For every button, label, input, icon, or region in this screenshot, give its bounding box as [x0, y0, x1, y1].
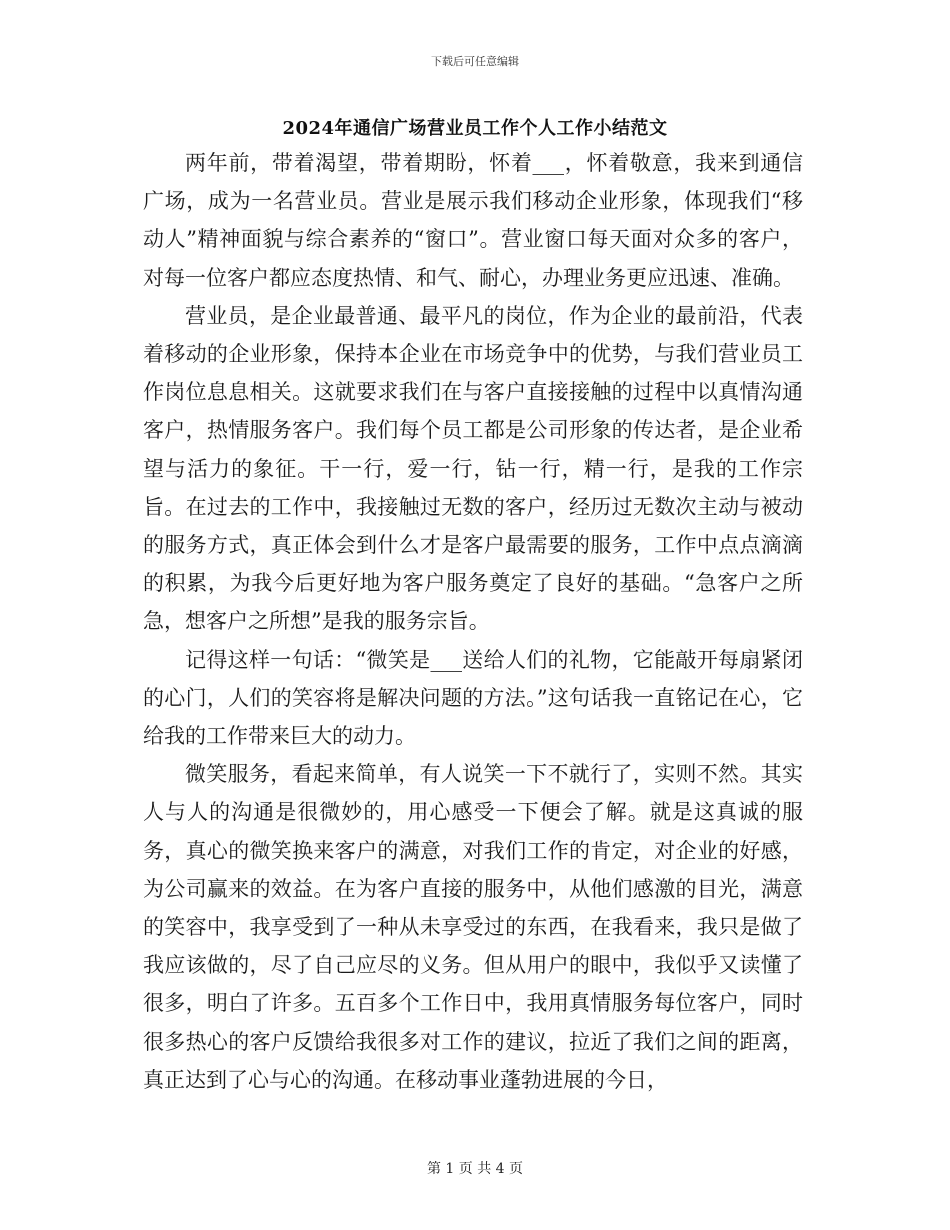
page-header-note: 下载后可任意编辑 — [431, 55, 519, 68]
paragraph: 微笑服务，看起来简单，有人说笑一下不就行了，实则不然。其实人与人的沟通是很微妙的，用心感受一下便会了解。就是这真诚的服务，真心的微笑换来客户的满意，对我们工作的肯定，对企业的好感，为公司赢来的效益。在为客户直接的服务中，从他们感激的目光，满意的笑容中，我享受到了一种从未享受过的东西，在我看来，我只是做了我应该做的，尽了自己应尽的义务。但从用户的眼中，我似乎又读懂了很多，明白了许多。五百多个工作日中，我用真情服务每位客户，同时很多热心的客户反馈给我很多对工作的建议，拉近了我们之间的距离，真正达到了心与心的沟通。在移动事业蓬勃进展的今日， — [143, 762, 803, 1092]
paragraph: 两年前，带着渴望，带着期盼，怀着___，怀着敬意，我来到通信广场，成为一名营业员。营业是展示我们移动企业形象，体现我们“移动人”精神面貌与综合素养的“窗口”。营业窗口每天面对众多的客户，对每一位客户都应态度热情、和气、耐心，办理业务更应迅速、准确。 — [143, 151, 803, 290]
document-title: 2024年通信广场营业员工作个人工作小结范文 — [282, 118, 668, 139]
paragraph: 营业员，是企业最普通、最平凡的岗位，作为企业的最前沿，代表着移动的企业形象，保持本企业在市场竞争中的优势，与我们营业员工作岗位息息相关。这就要求我们在与客户直接接触的过程中以真情沟通客户，热情服务客户。我们每个员工都是公司形象的传达者，是企业希望与活力的象征。干一行，爱一行，钻一行，精一行，是我的工作宗旨。在过去的工作中，我接触过无数的客户，经历过无数次主动与被动的服务方式，真正体会到什么才是客户最需要的服务，工作中点点滴滴的积累，为我今后更好地为客户服务奠定了良好的基础。“急客户之所急，想客户之所想”是我的服务宗旨。 — [143, 303, 803, 634]
page-number: 第 1 页 共 4 页 — [426, 1161, 524, 1177]
paragraph: 记得这样一句话：“微笑是___送给人们的礼物，它能敲开每扇紧闭的心门，人们的笑容将是解决问题的方法。”这句话我一直铭记在心，它给我的工作带来巨大的动力。 — [143, 647, 803, 749]
document-body — [143, 144, 803, 1099]
